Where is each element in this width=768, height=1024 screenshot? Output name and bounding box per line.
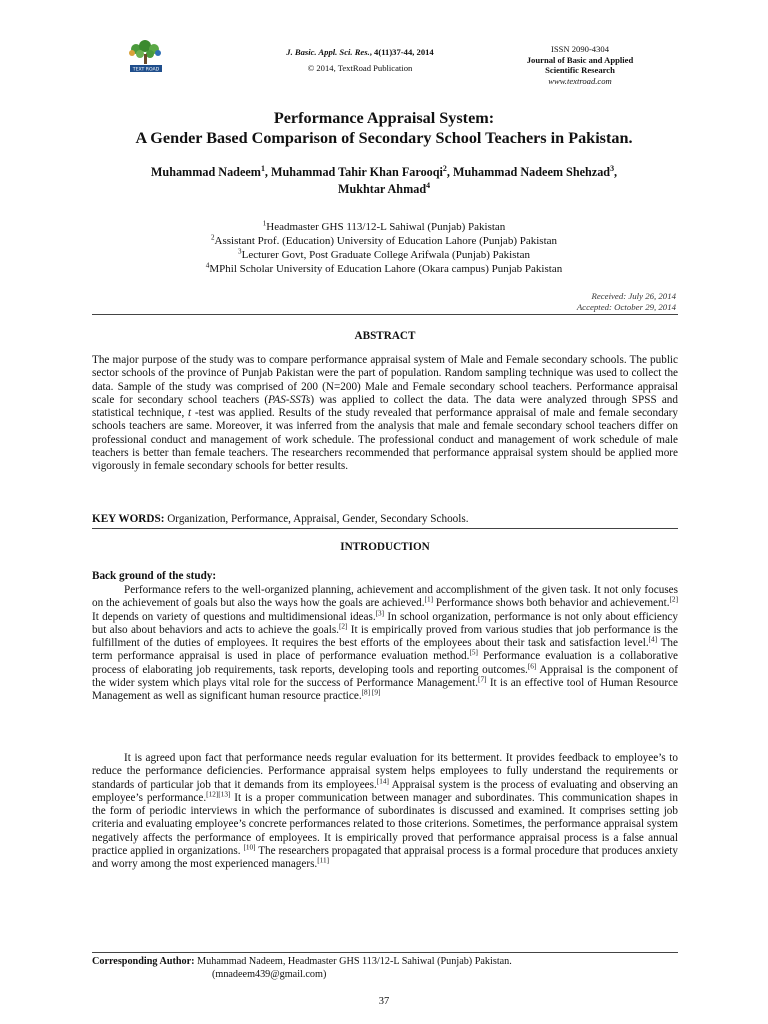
citation-ref: [8] [9] <box>361 688 381 697</box>
submission-dates <box>577 291 676 313</box>
text-run: It is agreed upon fact that performance needs regular evaluation for its betterment. It provides feedback to employee’s to reduce the performance deficiencies. Performance appraisal system helps employees to fully understand the requirements or standards of particular job that it demands from its employees. <box>92 752 678 791</box>
citation-ref: [14] <box>376 776 389 785</box>
abstract-heading: ABSTRACT <box>354 330 416 342</box>
text-run: In school organization, performance is not only about efficiency but also about behaviors and acts to achieve the goals. <box>92 610 678 636</box>
citation-ref: [7] <box>478 675 487 684</box>
abstract-text <box>92 354 678 474</box>
text-run: The researchers propagated that appraisal process is a formal procedure that produces anxiety and worry among the most experienced managers. <box>92 845 678 871</box>
text-run: It is an effective tool of Human Resource Management as well as significant human resource practice. <box>92 677 678 703</box>
accepted-date: Accepted: October 29, 2014 <box>576 302 676 312</box>
received-date: Received: July 26, 2014 <box>591 291 676 301</box>
abstract-part: The major purpose of the study was to compare performance appraisal system of Male and Female secondary schools. The public sector schools of the province of Punjab Pakistan were the part of population. Random sampling technique was used to collect the data. Sample of the study was comprised of 200 (N=200) Male and Female secondary school teachers. Performance appraisal scale for secondary school teachers ( <box>92 354 678 406</box>
journal-name-line1: Journal of Basic and Applied <box>526 54 634 65</box>
citation-ref: [3] <box>375 608 385 617</box>
citation-ref: [6] <box>527 662 537 671</box>
text-run: Performance refers to the well-organized planning, achievement and accomplishment of the given task. It not only focuses on the achievement of goals but also the ways how the goals are achieved. <box>92 584 678 610</box>
text-run: Appraisal is the component of the wider system which plays vital role for the success of Performance Management. <box>92 663 678 690</box>
affiliation-sup: 1 <box>262 219 267 228</box>
affiliation <box>90 262 678 276</box>
citation-journal: J. Basic. Appl. Sci. Res. <box>286 47 370 57</box>
text-run: Performance shows both behavior and achievement. <box>433 597 670 610</box>
intro-paragraph-1 <box>92 584 678 704</box>
author-sup: 3 <box>610 163 615 173</box>
affiliation <box>90 248 678 262</box>
citation-ref: [11] <box>317 856 330 865</box>
keywords-text: Organization, Performance, Appraisal, Gender, Secondary Schools. <box>164 513 469 525</box>
divider <box>92 528 678 529</box>
text-run: It is empirically proved from various studies that job performance is the fulfillment of the duties of employees. It requires the best efforts of the employees about their task and satisfaction level. <box>92 623 678 650</box>
citation-ref: [5] <box>469 648 478 657</box>
affiliation-text: Assistant Prof. (Education) University of Education Lahore (Punjab) Pakistan <box>214 235 558 247</box>
affiliation-sup: 3 <box>238 247 242 256</box>
author-name: Muhammad Nadeem <box>150 165 261 179</box>
text-run: Appraisal system is the process of evaluating and observing an employee’s performance. <box>92 778 678 804</box>
affiliation <box>90 234 678 248</box>
corresponding-text: Muhammad Nadeem, Headmaster GHS 113/12-L Sahiwal (Punjab) Pakistan. <box>194 956 512 967</box>
affiliation-text: MPhil Scholar University of Education Lahore (Okara campus) Punjab Pakistan <box>209 263 563 275</box>
copyright: © 2014, TextRoad Publication <box>307 63 413 73</box>
divider <box>92 314 678 315</box>
keywords-label: KEY WORDS: <box>92 513 165 525</box>
corresponding-email[interactable]: (mnadeem439@gmail.com) <box>212 968 327 980</box>
affiliation-text: Headmaster GHS 113/12-L Sahiwal (Punjab) Pakistan <box>266 221 506 233</box>
author-name: Muhammad Nadeem Shehzad <box>452 165 611 179</box>
author-sup: 1 <box>260 163 265 173</box>
paper-title <box>90 108 678 148</box>
journal-url[interactable]: www.textroad.com <box>548 75 612 86</box>
corresponding-author <box>92 956 512 981</box>
intro-paragraph-2 <box>92 752 678 872</box>
citation-ref: [2] <box>669 595 678 604</box>
citation-ref: [10] <box>243 843 256 852</box>
abstract-part: ) was applied to collect the data. The data were analyzed through SPSS and statistical technique, <box>92 393 678 420</box>
affiliation-sup: 4 <box>205 261 210 270</box>
affiliation-sup: 2 <box>210 233 215 242</box>
corresponding-label: Corresponding Author: <box>92 956 195 967</box>
text-run: Performance evaluation is a collaborative process of elaborating job requirements, task reports, developing tools and reporting outcomes. <box>92 650 678 676</box>
issn: ISSN 2090-4304 <box>550 44 609 54</box>
author-list: Muhammad Nadeem$^1$, Muhammad Tahir Khan Farooqi$^2$, Muhammad Nadeem Shehzad$^3$, Mukhtar Ahmad$^4$ <box>150 163 618 196</box>
title-line-1: Performance Appraisal System: <box>273 109 495 127</box>
text-run: It depends on variety of questions and multidimensional ideas. <box>92 610 376 623</box>
abstract-italic: t <box>188 407 192 420</box>
text-run: The term performance appraisal is used in place of performance evaluation method. <box>92 637 678 663</box>
affiliation <box>90 220 678 234</box>
author-name: Mukhtar Ahmad <box>337 182 427 196</box>
page-number: 37 <box>378 996 390 1007</box>
text-run: It is a proper communication between manager and subordinates. This communication shapes in the form of periodic interviews in which the performance of subordinates is discussed and examined. It comprises setting job criteria and evaluating employee’s concrete performances related to those criterions. Sometimes, the performance appraisal system negatively affects the performance of employees. It is empirically proved that performance appraisal process is a false annual practice applied in organizations. <box>92 791 678 858</box>
abstract-part: -test was applied. Results of the study revealed that performance appraisal of male and female secondary schools teachers are same. Moreover, it was inferred from the analysis that male and female secondary school teachers differ on professional conduct and management of work schedule. The professional conduct and management of work schedule of male teachers is better than female teachers. The researchers recommended that performance appraisal system should be applied more vigorously in female secondary schools for better results. <box>92 407 678 473</box>
journal-citation <box>240 44 480 76</box>
citation-volume: , 4(11)37-44, 2014 <box>369 47 434 57</box>
author-sup: 2 <box>442 163 447 173</box>
author-sup: 4 <box>426 180 431 190</box>
citation-ref: [12][13] <box>206 790 231 799</box>
keywords <box>92 513 678 526</box>
citation-ref: [1] <box>424 595 434 604</box>
citation-ref: [4] <box>648 635 658 644</box>
title-line-2: A Gender Based Comparison of Secondary School Teachers in Pakistan. <box>135 129 633 147</box>
journal-name-line2: Scientific Research <box>545 65 615 75</box>
logo-text: TEXT ROAD <box>132 67 160 73</box>
affiliation-list <box>90 220 678 276</box>
abstract-italic: PAS-SSTs <box>268 393 311 406</box>
affiliation-text: Lecturer Govt, Post Graduate College Arifwala (Punjab) Pakistan <box>241 249 530 261</box>
footer-divider <box>92 952 678 953</box>
background-heading: Back ground of the study: <box>92 570 217 582</box>
journal-logo <box>118 40 174 74</box>
citation-ref: [2] <box>338 622 348 631</box>
journal-info <box>490 44 670 86</box>
introduction-heading: INTRODUCTION <box>340 541 430 553</box>
author-name: Muhammad Tahir Khan Farooqi <box>271 165 443 179</box>
